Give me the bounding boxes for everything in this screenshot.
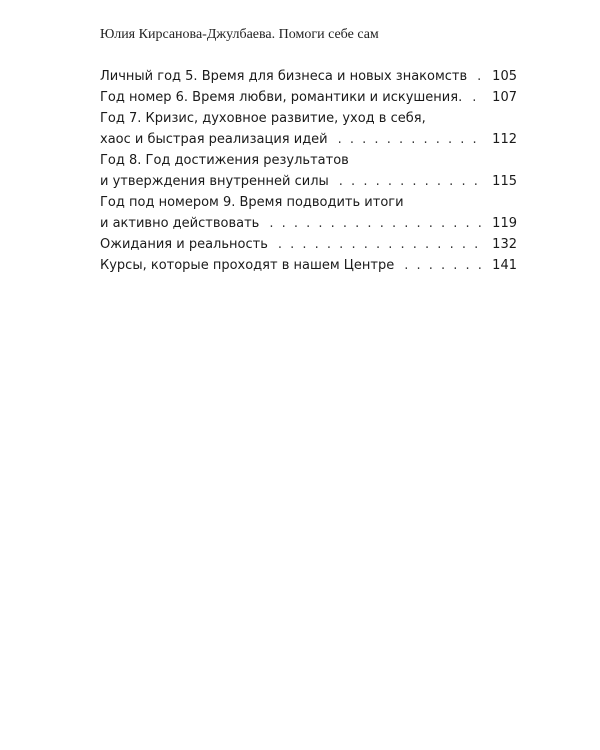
toc-entry-title: хаос и быстрая реализация идей xyxy=(100,132,328,147)
toc-entry-page: 112 xyxy=(492,132,517,147)
dot-leader xyxy=(338,129,483,150)
toc-entry-title: и активно действовать xyxy=(100,216,260,231)
toc-entry-page: 105 xyxy=(492,69,517,84)
toc-entry[interactable] xyxy=(100,66,517,87)
toc-entry-title: Личный год 5. Время для бизнеса и новых знакомств xyxy=(100,69,468,84)
toc-entry[interactable] xyxy=(100,255,517,276)
dot-leader xyxy=(404,255,482,276)
dot-leader xyxy=(278,234,482,255)
toc-entry-title: Курсы, которые проходят в нашем Центре xyxy=(100,258,395,273)
toc-entry-page: 141 xyxy=(492,258,517,273)
dot-leader xyxy=(269,213,482,234)
toc-entry-title: Ожидания и реальность xyxy=(100,237,268,252)
toc-entry[interactable] xyxy=(100,234,517,255)
toc-entry-title: и утверждения внутренней силы xyxy=(100,174,329,189)
table-of-contents xyxy=(100,66,517,276)
toc-entry[interactable] xyxy=(100,108,517,150)
toc-entry[interactable] xyxy=(100,87,517,108)
toc-entry-title-line: Год 8. Год достижения результатов xyxy=(100,153,349,168)
toc-entry-title-line: Год под номером 9. Время подводить итоги xyxy=(100,195,404,210)
dot-leader xyxy=(339,171,482,192)
toc-entry-title: Год номер 6. Время любви, романтики и искушения. xyxy=(100,90,463,105)
toc-entry-title-line: Год 7. Кризис, духовное развитие, уход в себя, xyxy=(100,111,426,126)
toc-entry[interactable] xyxy=(100,192,517,234)
running-header: Юлия Кирсанова-Джулбаева. Помоги себе сам xyxy=(100,27,379,42)
dot-leader xyxy=(477,66,482,87)
toc-entry-page: 119 xyxy=(492,216,517,231)
dot-leader xyxy=(472,87,482,108)
toc-entry-page: 115 xyxy=(492,174,517,189)
toc-entry-page: 107 xyxy=(492,90,517,105)
toc-entry-page: 132 xyxy=(492,237,517,252)
toc-entry[interactable] xyxy=(100,150,517,192)
